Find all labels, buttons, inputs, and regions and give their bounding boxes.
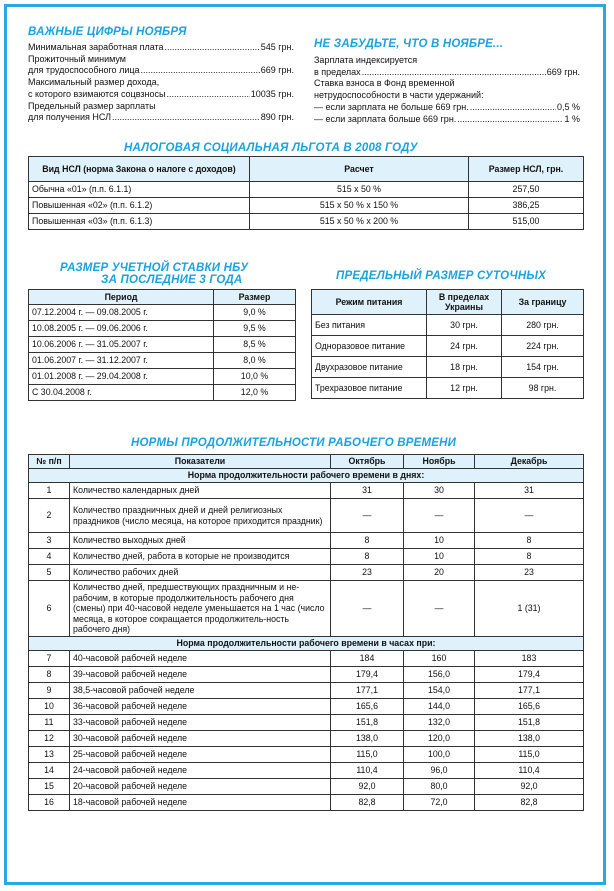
table-cell: 8 (331, 549, 404, 565)
table-cell: 01.01.2008 г. — 29.04.2008 г. (29, 369, 214, 385)
table-cell: 23 (331, 565, 404, 581)
table-cell: Двухразовое питание (312, 357, 427, 378)
table-cell: Количество рабочих дней (70, 565, 331, 581)
list-item (314, 67, 580, 79)
item-label: Предельный размер зарплаты (28, 100, 156, 111)
table-cell: Без питания (312, 315, 427, 336)
table-cell: 2 (29, 499, 70, 533)
table-row (312, 357, 584, 378)
table-cell: 72,0 (404, 795, 475, 811)
reminder-title: НЕ ЗАБУДЬТЕ, ЧТО В НОЯБРЕ... (314, 38, 504, 50)
list-item (28, 42, 294, 54)
table-cell: 154 грн. (502, 357, 584, 378)
table-cell: 110,4 (475, 763, 584, 779)
table-cell: 7 (29, 651, 70, 667)
table-cell: 224 грн. (502, 336, 584, 357)
table-cell: 1 (31) (475, 581, 584, 637)
table-cell: — (404, 581, 475, 637)
item-label: для получения НСЛ (28, 112, 111, 123)
table-cell: 12 (29, 731, 70, 747)
leader-dots (457, 114, 563, 126)
column-header: Вид НСЛ (норма Закона о налоге с доходов) (29, 157, 250, 182)
table-cell: Трехразовое питание (312, 378, 427, 399)
table-row (29, 369, 296, 385)
column-header: Размер НСЛ, грн. (469, 157, 584, 182)
table-cell: 177,1 (331, 683, 404, 699)
table-cell: 515 х 50 % х 200 % (250, 214, 469, 230)
table-cell: 9 (29, 683, 70, 699)
table-cell: 20 (404, 565, 475, 581)
item-value: 669 грн. (260, 65, 294, 76)
table-cell: 36-часовой рабочей неделе (70, 699, 331, 715)
table-row (29, 182, 584, 198)
worktime-table (28, 454, 584, 811)
list-item (28, 101, 294, 113)
table-cell: — (404, 499, 475, 533)
table-row (29, 581, 584, 637)
table-cell: Количество дней, предшествующих праздничным и не-рабочим, в которые продолжительность рабочего дня (смены) при 40-часовой неделе уменьшается на 1 час (число месяца, в которое сокращается продолжитель-ность рабочего дня) (70, 581, 331, 637)
table-cell: 10 (404, 533, 475, 549)
table-row (29, 699, 584, 715)
nsl-table (28, 156, 584, 230)
table-row (29, 353, 296, 369)
table-row (312, 378, 584, 399)
item-label: — если зарплата не больше 669 грн. (314, 101, 469, 112)
table-cell: 14 (29, 763, 70, 779)
table-cell: 160 (404, 651, 475, 667)
table-row (29, 683, 584, 699)
table-cell: 138,0 (475, 731, 584, 747)
section-heading: Норма продолжительности рабочего времени в днях: (29, 469, 584, 483)
table-cell: 33-часовой рабочей неделе (70, 715, 331, 731)
item-label: — если зарплата больше 669 грн. (314, 113, 457, 124)
column-header: Ноябрь (404, 455, 475, 469)
table-cell: 12 грн. (427, 378, 502, 399)
table-cell: 8 (331, 533, 404, 549)
list-item (314, 90, 580, 102)
table-row (29, 337, 296, 353)
table-cell: 07.12.2004 г. — 09.08.2005 г. (29, 305, 214, 321)
nsl-title: НАЛОГОВАЯ СОЦИАЛЬНАЯ ЛЬГОТА В 2008 ГОДУ (124, 142, 418, 154)
worktime-title: НОРМЫ ПРОДОЛЖИТЕЛЬНОСТИ РАБОЧЕГО ВРЕМЕНИ (131, 437, 457, 449)
table-cell: 515 х 50 % х 150 % (250, 198, 469, 214)
table-cell: 257,50 (469, 182, 584, 198)
header-row (312, 290, 584, 315)
table-cell: 10,0 % (214, 369, 296, 385)
table-cell: 24-часовой рабочей неделе (70, 763, 331, 779)
table-cell: 31 (475, 483, 584, 499)
table-row (29, 549, 584, 565)
leader-dots (141, 65, 260, 77)
key-figures-title: ВАЖНЫЕ ЦИФРЫ НОЯБРЯ (28, 26, 187, 38)
table-cell: 23 (475, 565, 584, 581)
table-cell: 144,0 (404, 699, 475, 715)
list-item (28, 54, 294, 66)
table-cell: 30 (404, 483, 475, 499)
table-cell: 10.06.2006 г. — 31.05.2007 г. (29, 337, 214, 353)
table-cell: 386,25 (469, 198, 584, 214)
column-header: Декабрь (475, 455, 584, 469)
table-cell: 12,0 % (214, 385, 296, 401)
table-row (29, 795, 584, 811)
table-cell: Обычна «01» (п.п. 6.1.1) (29, 182, 250, 198)
table-cell: 10 (29, 699, 70, 715)
table-cell: 179,4 (331, 667, 404, 683)
table-cell: 165,6 (331, 699, 404, 715)
leader-dots (470, 102, 556, 114)
table-cell: 82,8 (331, 795, 404, 811)
list-item (28, 65, 294, 77)
column-header: Период (29, 290, 214, 305)
table-cell: С 30.04.2008 г. (29, 385, 214, 401)
daily-title: ПРЕДЕЛЬНЫЙ РАЗМЕР СУТОЧНЫХ (336, 270, 546, 282)
table-cell: — (331, 581, 404, 637)
column-header: № п/п (29, 455, 70, 469)
table-row (29, 305, 296, 321)
table-cell: 179,4 (475, 667, 584, 683)
table-cell: Количество календарных дней (70, 483, 331, 499)
table-row (29, 747, 584, 763)
table-cell: 20-часовой рабочей неделе (70, 779, 331, 795)
table-cell: 01.06.2007 г. — 31.12.2007 г. (29, 353, 214, 369)
table-cell: 13 (29, 747, 70, 763)
header-row (29, 157, 584, 182)
table-cell: 6 (29, 581, 70, 637)
list-item (314, 102, 580, 114)
table-cell: 100,0 (404, 747, 475, 763)
table-cell: 177,1 (475, 683, 584, 699)
item-value: 0,5 % (556, 101, 580, 112)
table-cell: 183 (475, 651, 584, 667)
item-label: Максимальный размер дохода, (28, 77, 160, 88)
leader-dots (165, 42, 260, 54)
table-cell: Количество выходных дней (70, 533, 331, 549)
section-hours (29, 637, 584, 651)
table-cell: 115,0 (331, 747, 404, 763)
table-cell: — (331, 499, 404, 533)
table-row (29, 533, 584, 549)
column-header: Режим питания (312, 290, 427, 315)
table-cell: 3 (29, 533, 70, 549)
rate-table (28, 289, 296, 401)
item-label: Минимальная заработная плата (28, 42, 164, 52)
table-cell: — (475, 499, 584, 533)
section-days (29, 469, 584, 483)
column-header: В пределах Украины (427, 290, 502, 315)
table-cell: 5 (29, 565, 70, 581)
item-value: 1 % (564, 113, 580, 124)
section-heading: Норма продолжительности рабочего времени в часах при: (29, 637, 584, 651)
table-cell: 18-часовой рабочей неделе (70, 795, 331, 811)
column-header: За границу (502, 290, 584, 315)
table-cell: 82,8 (475, 795, 584, 811)
table-cell: 40-часовой рабочей неделе (70, 651, 331, 667)
table-cell: 151,8 (475, 715, 584, 731)
list-item (28, 89, 294, 101)
table-cell: 156,0 (404, 667, 475, 683)
table-cell: Повышенная «02» (п.п. 6.1.2) (29, 198, 250, 214)
table-cell: 184 (331, 651, 404, 667)
table-row (29, 731, 584, 747)
table-cell: 115,0 (475, 747, 584, 763)
item-label: Прожиточный минимум (28, 53, 126, 64)
table-cell: 8 (475, 549, 584, 565)
daily-table (311, 289, 584, 399)
table-row (29, 651, 584, 667)
table-row (29, 385, 296, 401)
table-row (29, 198, 584, 214)
table-cell: 151,8 (331, 715, 404, 731)
table-row (29, 499, 584, 533)
table-cell: 92,0 (331, 779, 404, 795)
table-row (312, 336, 584, 357)
table-row (312, 315, 584, 336)
table-cell: 10.08.2005 г. — 09.06.2006 г. (29, 321, 214, 337)
item-label: в пределах (314, 66, 361, 77)
table-cell: 8 (475, 533, 584, 549)
table-row (29, 483, 584, 499)
item-value: 669 грн. (546, 66, 580, 77)
table-cell: 39-часовой рабочей неделе (70, 667, 331, 683)
table-row (29, 779, 584, 795)
column-header: Показатели (70, 455, 331, 469)
rate-title-line1: РАЗМЕР УЧЕТНОЙ СТАВКИ НБУ (60, 262, 249, 274)
table-cell: 30-часовой рабочей неделе (70, 731, 331, 747)
table-cell: 25-часовой рабочей неделе (70, 747, 331, 763)
item-value: 10035 грн. (250, 88, 294, 99)
item-value: 890 грн. (260, 112, 294, 123)
table-row (29, 321, 296, 337)
list-item (314, 55, 580, 67)
table-cell: 110,4 (331, 763, 404, 779)
table-cell: Количество дней, работа в которые не производится (70, 549, 331, 565)
table-cell: 280 грн. (502, 315, 584, 336)
table-cell: Количество праздничных дней и дней религиозных праздников (число месяца, на которое приходится праздник) (70, 499, 331, 533)
leader-dots (112, 112, 260, 124)
table-cell: 154,0 (404, 683, 475, 699)
table-cell: Одноразовое питание (312, 336, 427, 357)
table-cell: 165,6 (475, 699, 584, 715)
leader-dots (362, 67, 546, 79)
header-row (29, 455, 584, 469)
header-row (29, 290, 296, 305)
table-cell: 8 (29, 667, 70, 683)
table-cell: 10 (404, 549, 475, 565)
table-cell: 11 (29, 715, 70, 731)
table-cell: 15 (29, 779, 70, 795)
table-row (29, 763, 584, 779)
table-cell: 16 (29, 795, 70, 811)
list-item (28, 112, 294, 124)
item-value: 545 грн. (260, 42, 294, 52)
table-cell: 31 (331, 483, 404, 499)
column-header: Расчет (250, 157, 469, 182)
table-cell: 4 (29, 549, 70, 565)
list-item (314, 78, 580, 90)
table-cell: 1 (29, 483, 70, 499)
table-row (29, 565, 584, 581)
table-cell: 92,0 (475, 779, 584, 795)
table-cell: 98 грн. (502, 378, 584, 399)
table-cell: 132,0 (404, 715, 475, 731)
table-cell: 515,00 (469, 214, 584, 230)
table-cell: 9,0 % (214, 305, 296, 321)
table-row (29, 667, 584, 683)
table-cell: 38,5-часовой рабочей неделе (70, 683, 331, 699)
table-cell: 80,0 (404, 779, 475, 795)
table-cell: 120,0 (404, 731, 475, 747)
rate-title-line2: ЗА ПОСЛЕДНИЕ 3 ГОДА (101, 274, 243, 286)
table-row (29, 715, 584, 731)
table-cell: 138,0 (331, 731, 404, 747)
column-header: Размер (214, 290, 296, 305)
table-row (29, 214, 584, 230)
table-cell: 18 грн. (427, 357, 502, 378)
list-item (314, 114, 580, 126)
column-header: Октябрь (331, 455, 404, 469)
item-label: с которого взимаются соцвзносы (28, 88, 166, 99)
table-cell: 8,5 % (214, 337, 296, 353)
list-item (28, 77, 294, 89)
item-label: Зарплата индексируется (314, 55, 418, 65)
table-cell: Повышенная «03» (п.п. 6.1.3) (29, 214, 250, 230)
item-label: нетрудоспособности в части удержаний: (314, 90, 484, 101)
table-cell: 24 грн. (427, 336, 502, 357)
table-cell: 96,0 (404, 763, 475, 779)
table-cell: 9,5 % (214, 321, 296, 337)
item-label: Ставка взноса в Фонд временной (314, 78, 455, 89)
item-label: для трудоспособного лица (28, 65, 140, 76)
table-cell: 515 х 50 % (250, 182, 469, 198)
leader-dots (166, 89, 249, 101)
table-cell: 30 грн. (427, 315, 502, 336)
table-cell: 8,0 % (214, 353, 296, 369)
